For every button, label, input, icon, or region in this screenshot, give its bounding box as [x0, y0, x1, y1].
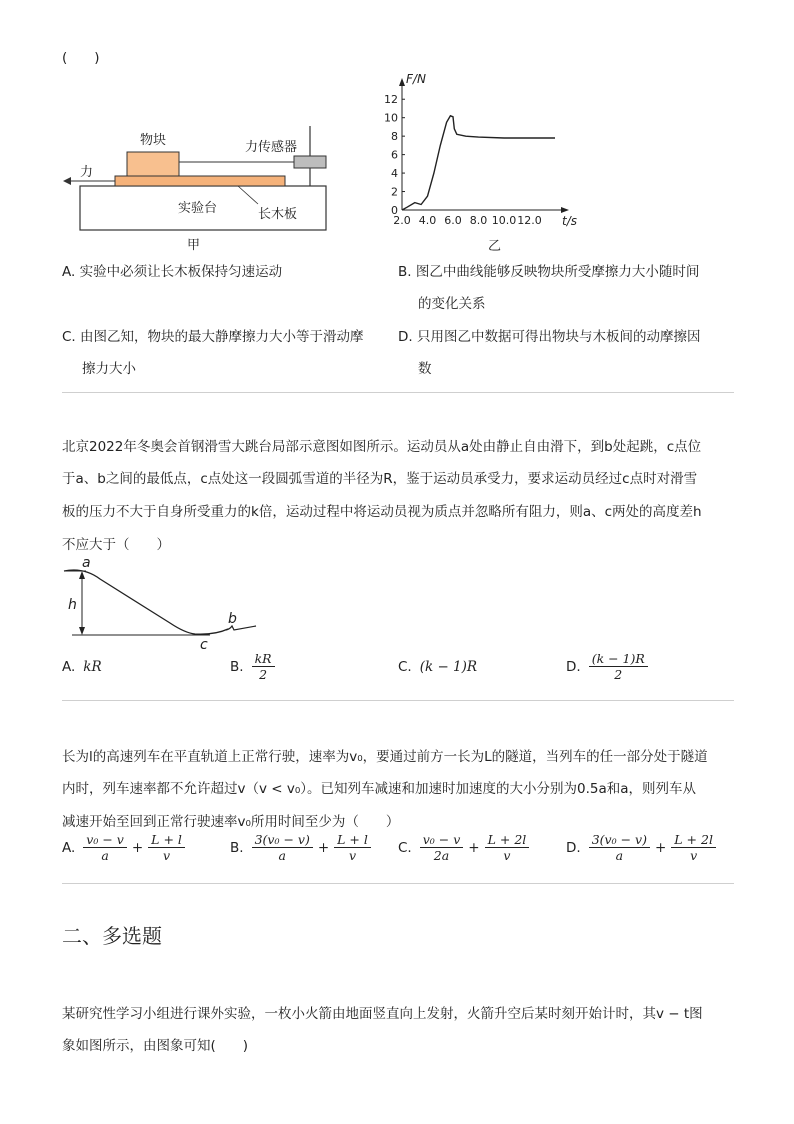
- q1-option-c-cont: 擦力大小: [82, 361, 136, 377]
- divider: [62, 883, 734, 884]
- q3-stem-line-1: 长为l的高速列车在平直轨道上正常行驶，速率为v₀，要通过前方一长为L的隧道，当列车的任一部分处于隧道: [62, 749, 708, 765]
- q3-option-a[interactable]: A. $\frac{\text{v₀ − v}}{a}$ + $\frac{L + l}{v}$: [62, 832, 185, 863]
- block-label: 物块: [140, 133, 167, 148]
- q1-option-a[interactable]: A. 实验中必须让长木板保持匀速运动: [62, 264, 283, 280]
- q4-stem-line-2: 象如图所示，由图象可知( ): [62, 1038, 249, 1054]
- point-b-label: b: [228, 611, 237, 627]
- y-axis-label: F/N: [406, 72, 426, 86]
- sensor-rect: [294, 156, 326, 168]
- x-tick-label: 8.0: [469, 214, 488, 227]
- q1-option-b[interactable]: B. 图乙中曲线能够反映物块所受摩擦力大小随时间: [398, 264, 700, 280]
- q2-option-b[interactable]: B. $\frac{kR}{2}$: [230, 651, 275, 682]
- y-tick-label: 12: [384, 93, 398, 107]
- q2-option-a[interactable]: A. kR: [62, 659, 102, 675]
- q2-stem-line-2: 于a、b之间的最低点，c点处这一段圆弧雪道的半径为R，鉴于运动员承受力，要求运动员经过c点时对滑雪: [62, 471, 698, 487]
- y-tick-label: 2: [391, 185, 398, 199]
- figure-yi-caption: 乙: [488, 239, 502, 254]
- figure-ski-jump: [60, 553, 270, 653]
- x-axis-label: t/s: [562, 214, 577, 228]
- q2-stem-line-4: 不应大于（ ）: [62, 537, 170, 553]
- x-tick-label: 4.0: [418, 214, 437, 227]
- board-label: 长木板: [258, 207, 298, 222]
- q2-stem-line-3: 板的压力不大于自身所受重力的k倍，运动过程中将运动员视为质点并忽略所有阻力，则a、c两处的高度差h: [62, 504, 702, 520]
- x-tick-label: 6.0: [444, 214, 462, 227]
- q1-option-c[interactable]: C. 由图乙知，物块的最大静摩擦力大小等于滑动摩: [62, 329, 364, 345]
- q3-option-c[interactable]: C. $\frac{\text{v₀ − v}}{2a}$ + $\frac{L + 2l}{v}$: [398, 832, 529, 863]
- figure-jia: [60, 118, 340, 253]
- y-tick-label: 8: [391, 130, 398, 144]
- q3-option-d[interactable]: D. $\frac{\text{3(v₀ − v)}}{a}$ + $\frac{L + 2l}{v}$: [566, 832, 716, 863]
- q3-stem-line-2: 内时，列车速率都不允许超过v（v < v₀）。已知列车减速和加速时加速度的大小分别为0.5a和a，则列车从: [62, 781, 697, 797]
- sensor-label: 力传感器: [245, 140, 298, 155]
- y-tick-label: 0: [391, 204, 398, 217]
- q2-stem-line-1: 北京2022年冬奥会首钢滑雪大跳台局部示意图如图所示。运动员从a处由静止自由滑下，到b处起跳，c点位: [62, 439, 702, 455]
- slope-curve: [64, 570, 228, 634]
- x-tick-label: 12.0: [517, 214, 542, 227]
- q1-option-d-cont: 数: [418, 361, 432, 377]
- q1-stem-tail: ( ): [62, 50, 100, 66]
- x-tick-label: 10.0: [491, 214, 517, 227]
- height-h-label: h: [68, 597, 77, 613]
- q2-option-c[interactable]: C. (k − 1)R: [398, 659, 478, 675]
- x-tick-label: 2.0: [393, 214, 411, 227]
- q2-option-d[interactable]: D. $\frac{(k - 1)R}{2}$: [566, 651, 648, 682]
- q3-option-b[interactable]: B. $\frac{\text{3(v₀ − v)}}{a}$ + $\frac{L + l}{v}$: [230, 832, 371, 863]
- divider: [62, 392, 734, 393]
- figure-yi-chart: [370, 70, 590, 255]
- y-tick-label: 6: [391, 148, 398, 162]
- table-label: 实验台: [178, 201, 218, 216]
- series-F-line: [402, 116, 555, 210]
- figure-jia-caption: 甲: [187, 238, 201, 253]
- board-rect: [115, 176, 285, 186]
- y-tick-label: 4: [391, 167, 398, 181]
- q4-stem-line-1: 某研究性学习小组进行课外实验，一枚小火箭由地面竖直向上发射，火箭升空后某时刻开始计时，其v − t图: [62, 1006, 703, 1022]
- divider: [62, 700, 734, 701]
- point-c-label: c: [200, 637, 208, 653]
- section-title: 二、多选题: [62, 924, 162, 948]
- q3-stem-line-3: 减速开始至回到正常行驶速率v₀所用时间至少为（ ）: [62, 814, 400, 830]
- force-label: 力: [80, 165, 94, 180]
- block-rect: [127, 152, 179, 176]
- y-tick-label: 10: [384, 111, 398, 125]
- q1-option-d[interactable]: D. 只用图乙中数据可得出物块与木板间的动摩擦因: [398, 329, 701, 345]
- q1-option-b-cont: 的变化关系: [418, 296, 486, 312]
- point-a-label: a: [82, 555, 91, 571]
- y-axis-arrow: [399, 78, 405, 86]
- x-axis-arrow: [561, 207, 569, 213]
